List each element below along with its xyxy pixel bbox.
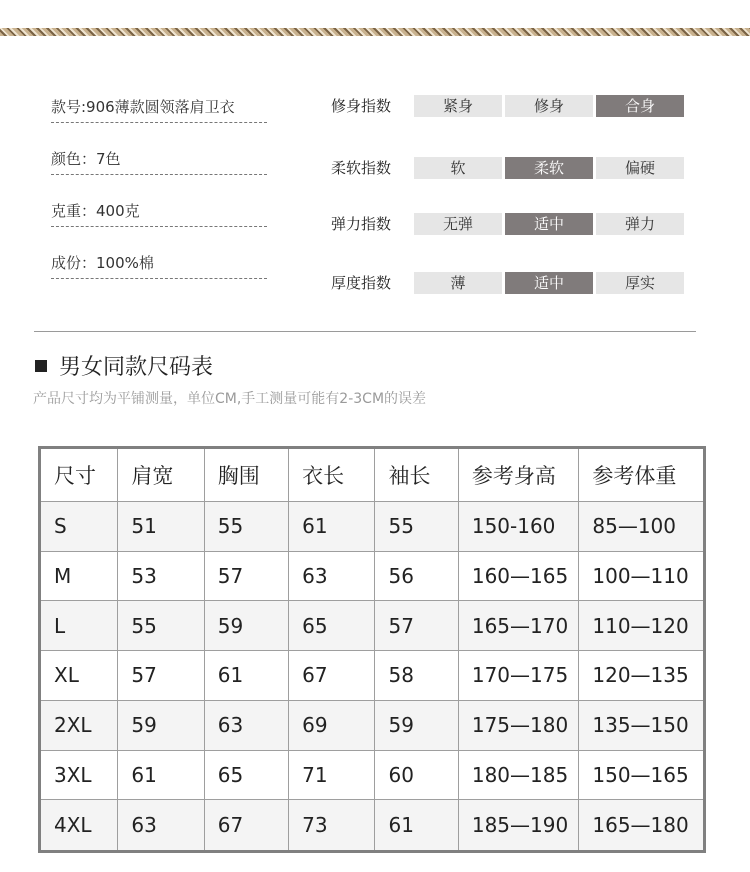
cell-chest: 61 (204, 651, 288, 701)
dashed-divider (51, 278, 267, 279)
cell-ref-weight: 150—165 (579, 750, 705, 800)
cell-ref-weight: 85—100 (579, 502, 705, 552)
cell-ref-weight: 135—150 (579, 700, 705, 750)
header-shoulder: 肩宽 (118, 448, 204, 502)
fit-option-tight: 紧身 (414, 95, 502, 117)
cell-length: 71 (289, 750, 375, 800)
cell-chest: 65 (204, 750, 288, 800)
table-row (40, 651, 705, 701)
cell-ref-height: 170—175 (458, 651, 579, 701)
cell-length: 73 (289, 800, 375, 852)
table-row (40, 601, 705, 651)
dashed-divider (51, 226, 267, 227)
table-row (40, 700, 705, 750)
cell-size: S (40, 502, 118, 552)
cell-length: 61 (289, 502, 375, 552)
header-ref-weight: 参考体重 (579, 448, 705, 502)
softness-option-soft: 软 (414, 157, 502, 179)
elasticity-option-stretch: 弹力 (596, 213, 684, 235)
table-header-row (40, 448, 705, 502)
header-sleeve: 袖长 (375, 448, 458, 502)
dashed-divider (51, 174, 267, 175)
cell-size: 3XL (40, 750, 118, 800)
table-row (40, 800, 705, 852)
header-size: 尺寸 (40, 448, 118, 502)
cell-shoulder: 61 (118, 750, 204, 800)
cell-shoulder: 53 (118, 551, 204, 601)
softness-option-medium: 柔软 (505, 157, 593, 179)
info-weight: 克重：400克 (51, 200, 267, 227)
softness-index-label: 柔软指数 (331, 159, 392, 177)
cell-sleeve: 59 (375, 700, 458, 750)
decorative-top-band (0, 28, 750, 36)
thickness-option-thin: 薄 (414, 272, 502, 294)
thickness-option-thick: 厚实 (596, 272, 684, 294)
table-row (40, 551, 705, 601)
cell-sleeve: 61 (375, 800, 458, 852)
info-color: 颜色：7色 (51, 148, 267, 175)
cell-size: XL (40, 651, 118, 701)
elasticity-option-medium: 适中 (505, 213, 593, 235)
cell-chest: 57 (204, 551, 288, 601)
cell-sleeve: 58 (375, 651, 458, 701)
fit-option-regular: 合身 (596, 95, 684, 117)
cell-length: 63 (289, 551, 375, 601)
cell-sleeve: 56 (375, 551, 458, 601)
square-bullet-icon (35, 360, 47, 372)
size-chart-title: 男女同款尺码表 (35, 352, 213, 384)
cell-shoulder: 63 (118, 800, 204, 852)
cell-ref-height: 175—180 (458, 700, 579, 750)
cell-length: 67 (289, 651, 375, 701)
thickness-option-medium: 适中 (505, 272, 593, 294)
cell-ref-weight: 110—120 (579, 601, 705, 651)
fit-option-slim: 修身 (505, 95, 593, 117)
size-chart-subtitle: 产品尺寸均为平铺测量，单位CM,手工测量可能有2-3CM的误差 (33, 391, 427, 407)
cell-length: 69 (289, 700, 375, 750)
cell-size: 4XL (40, 800, 118, 852)
cell-chest: 67 (204, 800, 288, 852)
table-row (40, 750, 705, 800)
cell-chest: 55 (204, 502, 288, 552)
cell-sleeve: 55 (375, 502, 458, 552)
info-style-number: 款号:906薄款圆领落肩卫衣 (51, 96, 267, 123)
cell-sleeve: 57 (375, 601, 458, 651)
cell-chest: 59 (204, 601, 288, 651)
fit-index-label: 修身指数 (331, 97, 392, 115)
cell-ref-height: 185—190 (458, 800, 579, 852)
cell-size: L (40, 601, 118, 651)
cell-size: M (40, 551, 118, 601)
size-chart-table (38, 446, 706, 853)
header-ref-height: 参考身高 (458, 448, 579, 502)
cell-sleeve: 60 (375, 750, 458, 800)
cell-shoulder: 51 (118, 502, 204, 552)
header-chest: 胸围 (204, 448, 288, 502)
elasticity-index-label: 弹力指数 (331, 215, 392, 233)
cell-size: 2XL (40, 700, 118, 750)
elasticity-option-none: 无弹 (414, 213, 502, 235)
cell-ref-height: 160—165 (458, 551, 579, 601)
table-row (40, 502, 705, 552)
thickness-index-label: 厚度指数 (331, 274, 392, 292)
softness-option-stiff: 偏硬 (596, 157, 684, 179)
cell-shoulder: 59 (118, 700, 204, 750)
header-length: 衣长 (289, 448, 375, 502)
info-material: 成份：100%棉 (51, 252, 267, 279)
cell-ref-weight: 165—180 (579, 800, 705, 852)
cell-length: 65 (289, 601, 375, 651)
cell-shoulder: 57 (118, 651, 204, 701)
cell-chest: 63 (204, 700, 288, 750)
cell-ref-height: 165—170 (458, 601, 579, 651)
cell-ref-weight: 120—135 (579, 651, 705, 701)
cell-shoulder: 55 (118, 601, 204, 651)
cell-ref-height: 150-160 (458, 502, 579, 552)
dashed-divider (51, 122, 267, 123)
section-divider (34, 331, 696, 332)
cell-ref-height: 180—185 (458, 750, 579, 800)
cell-ref-weight: 100—110 (579, 551, 705, 601)
